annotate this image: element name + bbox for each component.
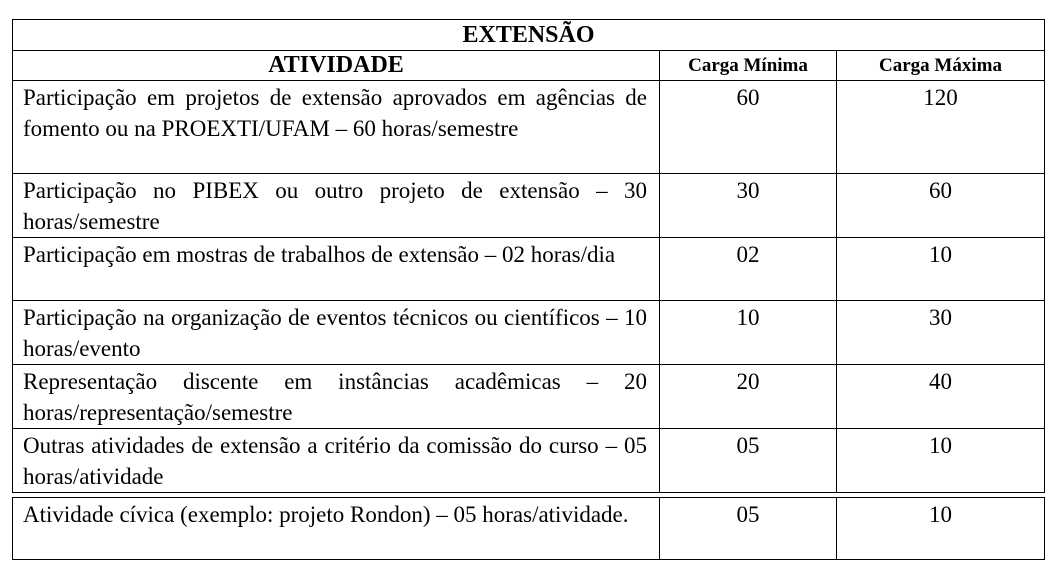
max-load-cell: 120 (837, 81, 1045, 174)
min-load-cell: 20 (660, 365, 837, 429)
activity-cell: Participação em projetos de extensão aprovados em agências de fomento ou na PROEXTI/UFAM – 60 horas/semestre (13, 81, 660, 174)
table-title-row (13, 20, 1045, 51)
header-max-load: Carga Máxima (837, 51, 1045, 81)
header-activity: ATIVIDADE (13, 51, 660, 81)
activity-cell: Atividade cívica (exemplo: projeto Rondon) – 05 horas/atividade. (13, 498, 660, 560)
max-load-cell: 10 (837, 238, 1045, 301)
extension-activities-table (12, 19, 1045, 560)
activity-cell: Outras atividades de extensão a critério da comissão do curso – 05 horas/atividade (13, 429, 660, 493)
extension-table-container (12, 19, 1044, 560)
table-row (13, 238, 1045, 301)
max-load-cell: 40 (837, 365, 1045, 429)
table-header-row (13, 51, 1045, 81)
table-row (13, 301, 1045, 365)
header-min-load: Carga Mínima (660, 51, 837, 81)
min-load-cell: 02 (660, 238, 837, 301)
activity-cell: Participação na organização de eventos técnicos ou científicos – 10 horas/evento (13, 301, 660, 365)
table-row (13, 174, 1045, 238)
activity-cell: Representação discente em instâncias acadêmicas – 20 horas/representação/semestre (13, 365, 660, 429)
min-load-cell: 05 (660, 498, 837, 560)
table-row (13, 81, 1045, 174)
max-load-cell: 30 (837, 301, 1045, 365)
table-row (13, 365, 1045, 429)
max-load-cell: 60 (837, 174, 1045, 238)
table-row (13, 498, 1045, 560)
min-load-cell: 60 (660, 81, 837, 174)
table-title: EXTENSÃO (13, 20, 1045, 51)
table-row (13, 429, 1045, 493)
min-load-cell: 10 (660, 301, 837, 365)
min-load-cell: 30 (660, 174, 837, 238)
max-load-cell: 10 (837, 429, 1045, 493)
max-load-cell: 10 (837, 498, 1045, 560)
min-load-cell: 05 (660, 429, 837, 493)
activity-cell: Participação no PIBEX ou outro projeto de extensão – 30 horas/semestre (13, 174, 660, 238)
activity-cell: Participação em mostras de trabalhos de extensão – 02 horas/dia (13, 238, 660, 301)
